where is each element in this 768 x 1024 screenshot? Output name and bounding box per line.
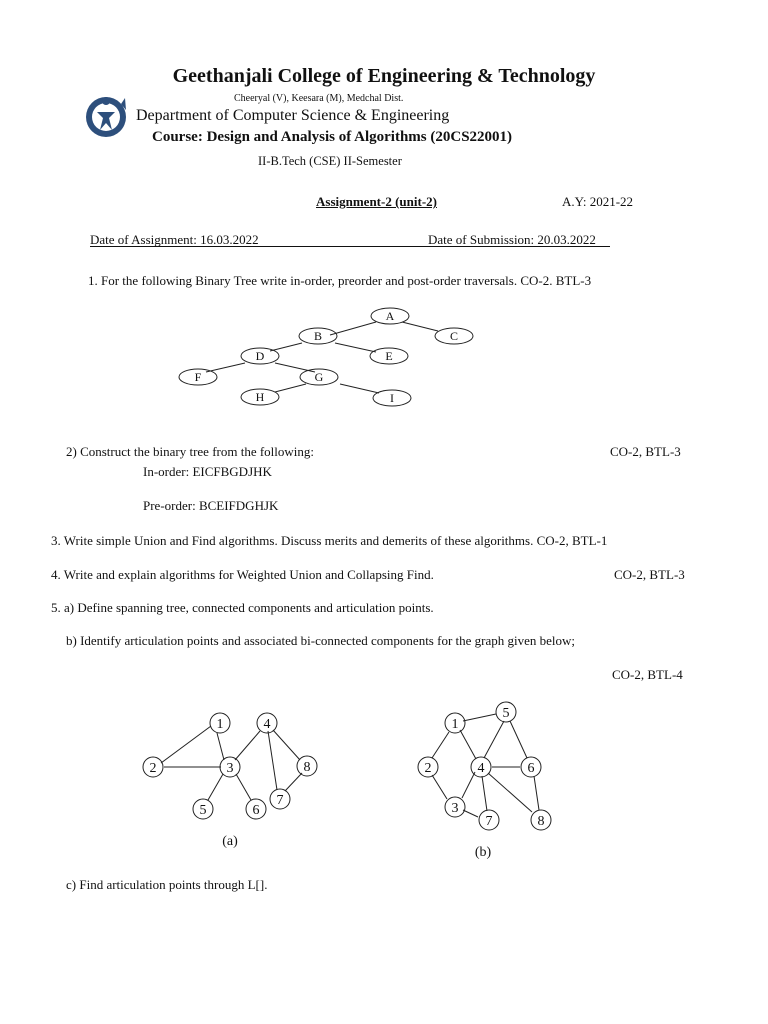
tree-label-h: H (255, 390, 265, 404)
graph-a-label-3: 3 (226, 761, 234, 776)
assignment-title: Assignment-2 (unit-2) (316, 194, 437, 209)
graph-b-label-3: 3 (451, 801, 459, 816)
graph-b-label-5: 5 (502, 706, 510, 721)
question-2-co: CO-2, BTL-3 (610, 444, 681, 459)
graph-a-label-4: 4 (263, 717, 271, 732)
course-label: Course: Design and Analysis of Algorithms (152, 129, 427, 145)
question-1: 1. For the following Binary Tree write in-order, preorder and post-order traversals. CO-2. BTL-3 (88, 273, 592, 288)
question-5a: 5. a) Define spanning tree, connected components and articulation points. (51, 600, 434, 615)
semester: II-B.Tech (CSE) II-Semester (258, 154, 402, 168)
date-of-assignment: Date of Assignment: 16.03.2022 (90, 232, 259, 247)
tree-label-a: A (385, 309, 395, 323)
question-4: 4. Write and explain algorithms for Weighted Union and Collapsing Find. (51, 567, 434, 582)
graph-b-diagram (410, 698, 560, 863)
course-code: (20CS22001) (430, 129, 513, 145)
date-row (90, 232, 610, 247)
tree-label-g: G (314, 370, 324, 384)
graph-b-label-4: 4 (477, 761, 485, 776)
question-5b: b) Identify articulation points and associated bi-connected components for the graph given below; (66, 633, 576, 648)
question-3: 3. Write simple Union and Find algorithms. Discuss merits and demerits of these algorithms. CO-2, BTL-1 (51, 533, 608, 548)
tree-label-f: F (194, 370, 202, 384)
tree-label-e: E (385, 349, 393, 363)
graph-b-caption: (b) (474, 845, 492, 860)
graph-a-diagram (140, 705, 330, 853)
tree-label-i: I (390, 391, 394, 405)
question-5c: c) Find articulation points through L[]. (66, 877, 268, 892)
academic-year: A.Y: 2021-22 (562, 194, 634, 209)
question-5-co: CO-2, BTL-4 (612, 667, 683, 682)
graph-b-label-7: 7 (485, 814, 493, 829)
date-of-submission: Date of Submission: 20.03.2022 (428, 232, 596, 247)
graph-a-label-5: 5 (199, 803, 207, 818)
tree-label-d: D (255, 349, 265, 363)
tree-label-b: B (313, 329, 323, 343)
graph-b-label-6: 6 (527, 761, 535, 776)
college-title: Geethanjali College of Engineering & Technology (172, 65, 596, 87)
course-line (152, 129, 512, 146)
graph-a-label-1: 1 (216, 717, 224, 732)
department-name: Department of Computer Science & Engineering (136, 107, 450, 124)
graph-b-label-8: 8 (537, 814, 545, 829)
graph-b-label-1: 1 (451, 717, 459, 732)
binary-tree-diagram (170, 300, 490, 415)
graph-a-caption: (a) (222, 834, 238, 849)
graph-a-label-2: 2 (149, 761, 157, 776)
college-logo-icon (85, 96, 127, 138)
college-address: Cheeryal (V), Keesara (M), Medchal Dist. (234, 93, 404, 104)
graph-a-label-8: 8 (303, 760, 311, 775)
graph-a-label-6: 6 (252, 803, 260, 818)
question-2-inorder: In-order: EICFBGDJHK (143, 464, 272, 479)
graph-b-label-2: 2 (424, 761, 432, 776)
question-2: 2) Construct the binary tree from the following: (66, 444, 315, 459)
tree-label-c: C (449, 329, 459, 343)
question-2-preorder: Pre-order: BCEIFDGHJK (143, 498, 279, 513)
question-4-co: CO-2, BTL-3 (614, 567, 685, 582)
graph-a-label-7: 7 (276, 793, 284, 808)
